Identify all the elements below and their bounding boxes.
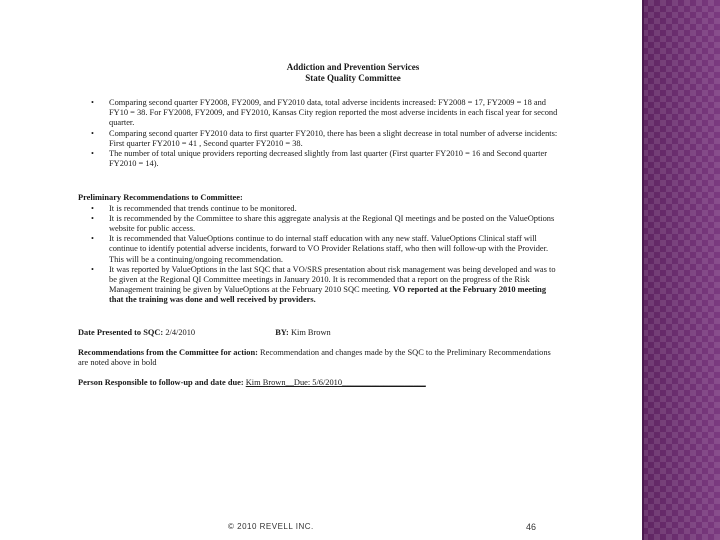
- date-label: Date Presented to SQC:: [78, 327, 164, 337]
- document-page: [78, 62, 558, 388]
- summary-bullet: • The number of total unique providers reporting decreased slightly from last quarter (First quarter FY2010 = 16 and Second quarter FY2010 = 14).: [78, 149, 558, 169]
- recommendations-row: [78, 348, 558, 368]
- doc-title-line1: Addiction and Prevention Services: [286, 62, 420, 72]
- summary-bullet: • Comparing second quarter FY2008, FY2009, and FY2010 data, total adverse incidents increased: FY2008 = 17, FY2009 = 18 and FY10 = 38. For FY2008, FY2009, and FY2010, Kansas City region reported the most adverse incidents in each fiscal year for second quarter.: [78, 98, 558, 129]
- prelim-bullet: • It is recommended that ValueOptions continue to do internal staff education with any new staff. ValueOptions Clinical staff will continue to identify potential adverse incidents, forward to VO Provider Relations staff, who then will follow-up with the Provider. This will be a continuing/ongoing recommendation.: [78, 234, 558, 265]
- doc-title-line2: State Quality Committee: [305, 73, 401, 83]
- copyright-footer: © 2010 REVELL INC.: [228, 522, 314, 531]
- person-value: Kim Brown__Due: 5/6/2010____________________: [245, 378, 426, 388]
- prelim-heading: Preliminary Recommendations to Committee:: [78, 193, 243, 203]
- summary-bullet-list: [78, 98, 558, 169]
- recs-text: Recommendation and changes made by the SQC to the Preliminary Recommendations are noted above in bold: [78, 347, 551, 368]
- prelim-bullet-last: [78, 265, 558, 306]
- prelim-bullet: • It is recommended that trends continue to be monitored.: [78, 204, 558, 214]
- person-responsible-row: [78, 378, 558, 388]
- summary-bullet: • Comparing second quarter FY2010 data to first quarter FY2010, there has been a slight decrease in total number of adverse incidents: First quarter FY2010 = 41 , Second quarter FY2010 = 38.: [78, 129, 558, 149]
- by-value: Kim Brown: [290, 327, 331, 337]
- prelim-bullet-list: [78, 204, 558, 306]
- date-value: 2/4/2010: [165, 327, 196, 337]
- prelim-bullet-plain: It was reported by ValueOptions in the last SQC that a VO/SRS presentation about risk management was being developed and was to be given at the Regional QI Committee meetings in January 2010. It is recommended that a report on the progress of the Risk Management training be given by ValueOptions at the February 2010 SQC meeting.: [109, 264, 556, 295]
- prelim-bullet-bold: VO reported at the February 2010 meeting that the training was done and well received by providers.: [109, 285, 547, 305]
- page-number: 46: [526, 522, 537, 532]
- decorative-sidebar: [642, 0, 720, 540]
- doc-title: [148, 62, 558, 84]
- recs-label: Recommendations from the Committee for action:: [78, 347, 258, 357]
- date-presented-row: [78, 328, 558, 338]
- person-label: Person Responsible to follow-up and date due:: [78, 378, 244, 388]
- by-label: BY:: [275, 327, 289, 337]
- prelim-bullet: • It is recommended by the Committee to share this aggregate analysis at the Regional QI meetings and be posted on the ValueOptions website for public access.: [78, 214, 558, 234]
